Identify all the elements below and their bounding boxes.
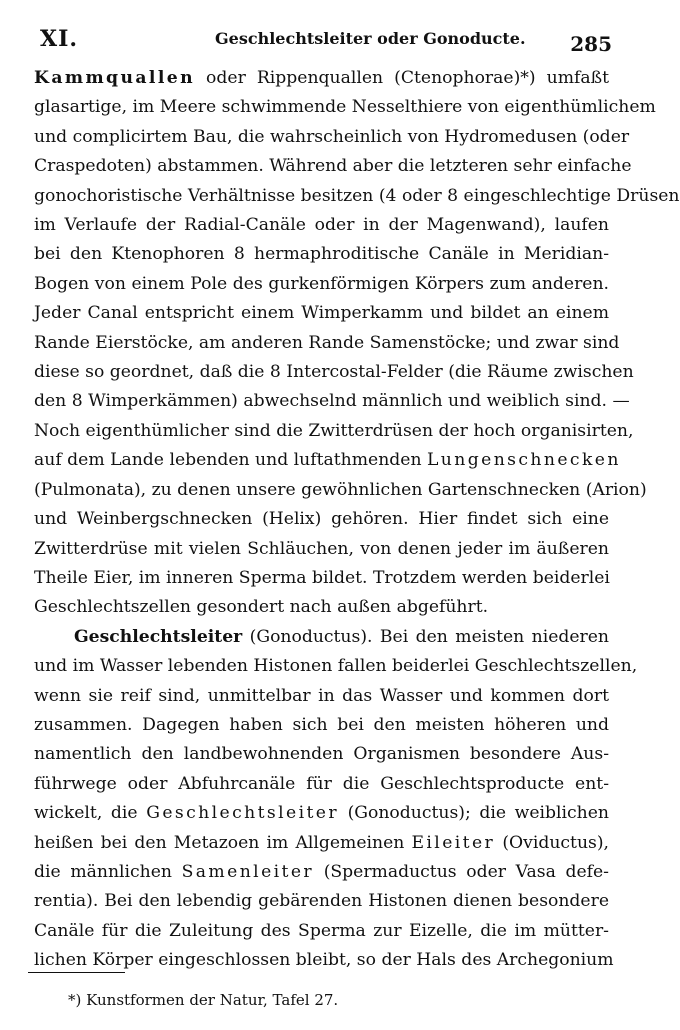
text-line: Jeder Canal entspricht einem Wimperkamm und bildet an einem bbox=[34, 303, 609, 324]
text-line: und complicirtem Bau, die wahrscheinlich von Hydromedusen (oder bbox=[34, 126, 630, 147]
text-line: Geschlechtsleiter (Gonoductus). Bei den meisten niederen bbox=[74, 626, 609, 647]
text-line: und Weinbergschnecken (Helix) gehören. Hier findet sich eine bbox=[34, 509, 609, 530]
text-line: bei den Ktenophoren 8 hermaphroditische Canäle in Meridian- bbox=[34, 244, 609, 265]
text-line: lichen Körper eingeschlossen bleibt, so der Hals des Archegonium bbox=[34, 950, 614, 971]
emphasized-term: Eileiter bbox=[411, 832, 496, 853]
text-line: Geschlechtszellen gesondert nach außen abgeführt. bbox=[34, 597, 489, 618]
section-heading: Geschlechtsleiter bbox=[74, 626, 243, 647]
text-line: Theile Eier, im inneren Sperma bildet. Trotzdem werden beiderlei bbox=[34, 567, 610, 588]
text-line: wenn sie reif sind, unmittelbar in das Wasser und kommen dort bbox=[34, 685, 609, 706]
text-line: im Verlaufe der Radial-Canäle oder in der Magenwand), laufen bbox=[34, 215, 609, 236]
text-line: Craspedoten) abstammen. Während aber die letzteren sehr einfache bbox=[34, 156, 632, 177]
text-line: glasartige, im Meere schwimmende Nesselthiere von eigenthümlichem bbox=[34, 97, 656, 118]
text-line: und im Wasser lebenden Histonen fallen beiderlei Geschlechtszellen, bbox=[34, 656, 638, 677]
text-line: die männlichen Samenleiter (Spermaductus oder Vasa defe- bbox=[34, 861, 609, 882]
text-line: den 8 Wimperkämmen) abwechselnd männlich und weiblich sind. — bbox=[34, 391, 630, 412]
text-line: Kammquallen oder Rippenquallen (Ctenophorae)*) umfaßt bbox=[34, 68, 609, 88]
text-line: namentlich den landbewohnenden Organismen besondere Aus- bbox=[34, 744, 609, 765]
body-text bbox=[34, 64, 680, 976]
page-number: 285 bbox=[570, 32, 612, 56]
emphasized-term: Kammquallen bbox=[34, 68, 195, 88]
text-line: (Pulmonata), zu denen unsere gewöhnlichen Gartenschnecken (Arion) bbox=[34, 479, 647, 500]
emphasized-term: Samenleiter bbox=[181, 861, 315, 882]
text-line: führwege oder Abfuhrcanäle für die Geschlechtsproducte ent- bbox=[34, 773, 609, 794]
text-line: Canäle für die Zuleitung des Sperma zur Eizelle, die im mütter- bbox=[34, 920, 609, 941]
chapter-number: XI. bbox=[40, 26, 79, 52]
text-line: Zwitterdrüse mit vielen Schläuchen, von denen jeder im äußeren bbox=[34, 538, 609, 559]
text-line: auf dem Lande lebenden und luftathmenden Lungenschnecken bbox=[34, 450, 621, 471]
text-line: Rande Eierstöcke, am anderen Rande Samenstöcke; und zwar sind bbox=[34, 332, 620, 353]
text-line: wickelt, die Geschlechtsleiter (Gonoductus); die weiblichen bbox=[34, 803, 609, 824]
text-line: heißen bei den Metazoen im Allgemeinen Eileiter (Oviductus), bbox=[34, 832, 609, 853]
footnote: *) Kunstformen der Natur, Tafel 27. bbox=[68, 991, 339, 1009]
text-line: gonochoristische Verhältnisse besitzen (4 oder 8 eingeschlechtige Drüsen bbox=[34, 185, 680, 206]
text-line: rentia). Bei den lebendig gebärenden Histonen dienen besondere bbox=[34, 891, 609, 912]
emphasized-term: Geschlechtsleiter bbox=[146, 803, 339, 824]
text-line: Noch eigenthümlicher sind die Zwitterdrüsen der hoch organisirten, bbox=[34, 420, 634, 441]
running-title: Geschlechtsleiter oder Gonoducte. bbox=[215, 29, 526, 48]
text-line: Bogen von einem Pole des gurkenförmigen Körpers zum anderen. bbox=[34, 273, 609, 294]
page-header bbox=[40, 26, 612, 56]
text-line: zusammen. Dagegen haben sich bei den meisten höheren und bbox=[34, 714, 609, 735]
emphasized-term: Lungenschnecken bbox=[426, 450, 621, 471]
footnote-divider bbox=[28, 972, 125, 973]
text-line: diese so geordnet, daß die 8 Intercostal-Felder (die Räume zwischen bbox=[34, 362, 634, 383]
